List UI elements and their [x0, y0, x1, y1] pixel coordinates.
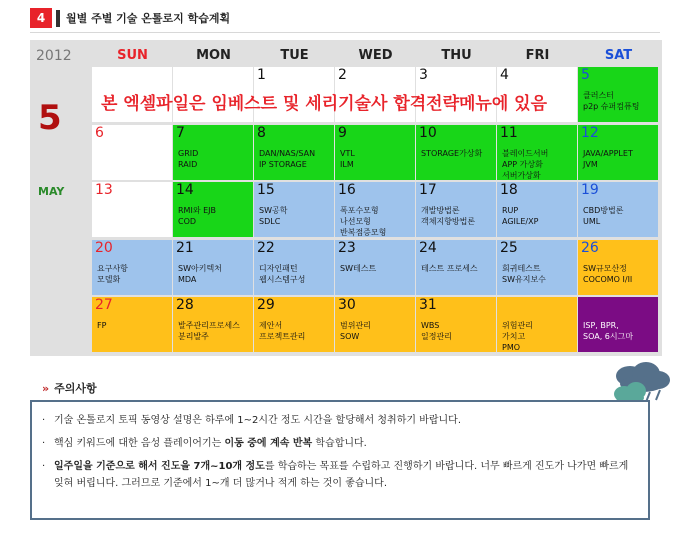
day-number: 23 [338, 239, 356, 256]
calendar-year: 2012 [36, 48, 72, 64]
topic-text: 제안서 프로젝트관리 [259, 321, 306, 341]
day-number: 30 [338, 297, 356, 313]
topic-text: WBS 일정관리 [421, 321, 452, 341]
calendar-day-cell [497, 182, 577, 237]
topic-text: SW규모산정 COCOMO I/II [583, 263, 633, 284]
day-number: 1 [257, 67, 266, 83]
topic-text: CBD방법론 UML [583, 206, 624, 226]
day-number: 28 [176, 297, 194, 313]
day-number: 9 [338, 124, 347, 141]
topic-text: 폭포수모형 나선모형 반복점증모형 [340, 206, 387, 237]
topic-text: DAN/NAS/SAN IP STORAGE [259, 148, 316, 169]
topic-text: 위험관리 가치고 PMO [502, 321, 533, 352]
calendar-day-cell [254, 240, 334, 295]
day-number: 27 [95, 297, 113, 313]
topic-text: 회귀테스트 SW유지보수 [502, 263, 546, 284]
day-number: 17 [419, 182, 437, 198]
topic-text: 발주관리프로세스 분리발주 [178, 321, 240, 341]
calendar-day-cell [173, 125, 253, 180]
calendar-day-cell [92, 297, 172, 352]
day-number: 3 [419, 67, 428, 83]
day-number: 25 [500, 239, 518, 256]
notice-box [30, 400, 650, 520]
topic-text: 개발방법론 객체지향방법론 [421, 206, 476, 226]
section-number-badge: 4 [30, 8, 52, 28]
topic-text: 디자인패턴 웹시스템구성 [259, 263, 306, 284]
calendar-day-cell [497, 297, 577, 352]
calendar-day-cell [335, 297, 415, 352]
promo-banner: 본 엑셀파일은 임베스트 및 세리기술사 합격전략메뉴에 있음 [100, 94, 548, 114]
day-number: 11 [500, 124, 518, 141]
calendar [30, 40, 662, 356]
day-header-wed: WED [358, 48, 393, 63]
topic-text: SW공학 SDLC [259, 206, 288, 226]
topic-text: RUP AGILE/XP [502, 206, 539, 226]
day-number: 12 [581, 124, 599, 141]
notice-item: · 핵심 키워드에 대한 음성 플레이어기는 이동 중에 계속 반복 학습합니다. [54, 435, 634, 452]
day-number: 20 [95, 239, 113, 256]
day-header-sun: SUN [117, 48, 148, 63]
calendar-day-cell [173, 182, 253, 237]
day-number: 13 [95, 182, 113, 198]
calendar-day-cell [335, 125, 415, 180]
calendar-day-cell [497, 125, 577, 180]
calendar-day-cell [578, 240, 658, 295]
calendar-day-cell [416, 240, 496, 295]
notice-item: · 일주일을 기준으로 해서 진도을 7개~10개 정도를 학습하는 목표를 수립하고 진행하기 바랍니다. 너무 빠르게 진도가 나가면 빠르게 잊혀 버립니다. 그러므로 기준에서 1~개 더 많거나 적게 하는 것이 좋습니다. [54, 458, 634, 492]
topic-text: 요구사항 모델화 [97, 263, 128, 284]
calendar-day-cell [416, 182, 496, 237]
calendar-month-number: 5 [38, 98, 62, 138]
topic-text: GRID RAID [178, 148, 199, 169]
topic-text: SW테스트 [340, 263, 377, 273]
day-number: 21 [176, 239, 194, 256]
calendar-day-cell [578, 125, 658, 180]
topic-text: RMI와 EJB COD [178, 206, 216, 226]
day-header-thu: THU [441, 48, 472, 63]
double-chevron-icon: » [42, 382, 50, 395]
day-number: 4 [500, 67, 509, 83]
day-number: 5 [581, 67, 590, 83]
header-accent-bar [56, 10, 60, 27]
calendar-day-cell [416, 297, 496, 352]
section-title: 월별 주별 기술 온톨로지 학습계획 [66, 12, 231, 25]
day-header-tue: TUE [280, 48, 309, 63]
calendar-day-cell [92, 240, 172, 295]
topic-text: SW아키텍처 MDA [178, 263, 222, 284]
day-number: 8 [257, 124, 266, 141]
calendar-day-cell [335, 240, 415, 295]
notice-heading [42, 380, 97, 396]
day-number: 26 [581, 239, 599, 256]
day-number: 7 [176, 124, 185, 141]
calendar-day-cell [173, 240, 253, 295]
day-number: 19 [581, 182, 599, 198]
day-header-fri: FRI [525, 48, 550, 63]
calendar-day-cell [92, 182, 172, 237]
section-header [30, 8, 660, 30]
day-number: 29 [257, 297, 275, 313]
topic-text: FP [97, 321, 107, 330]
calendar-day-cell [92, 125, 172, 180]
calendar-day-cell [335, 182, 415, 237]
topic-text: JAVA/APPLET JVM [583, 148, 633, 169]
day-number: 2 [338, 67, 347, 83]
day-header-mon: MON [196, 48, 231, 63]
day-number: 15 [257, 182, 275, 198]
calendar-month-name: MAY [38, 185, 65, 198]
topic-text: 블레이드서버 APP 가상화 서버가상화 [502, 148, 549, 180]
topic-text: 범위관리 SOW [340, 321, 371, 341]
calendar-day-cell [416, 125, 496, 180]
day-number: 14 [176, 182, 194, 198]
day-number: 31 [419, 297, 437, 313]
topic-text: ISP, BPR, SOA, 6시그마 [583, 321, 634, 341]
notice-heading-text: 주의사항 [54, 382, 97, 395]
calendar-day-cell [497, 240, 577, 295]
day-number: 16 [338, 182, 356, 198]
day-number: 18 [500, 182, 518, 198]
calendar-day-cell [578, 297, 658, 352]
day-number: 6 [95, 124, 104, 141]
day-number: 24 [419, 239, 437, 256]
topic-text: 테스트 프로세스 [421, 263, 478, 273]
calendar-day-cell [578, 182, 658, 237]
day-number: 22 [257, 239, 275, 256]
calendar-day-cell [173, 297, 253, 352]
notice-item: · 기술 온톨로지 토픽 동영상 설명은 하루에 1~2시간 정도 시간을 할당해서 청취하기 바랍니다. [54, 412, 634, 429]
header-divider [30, 32, 660, 33]
calendar-day-cell [254, 297, 334, 352]
calendar-day-cell [254, 182, 334, 237]
topic-text: STORAGE가상화 [421, 148, 483, 158]
topic-text: VTL ILM [340, 148, 355, 169]
calendar-day-cell [254, 125, 334, 180]
day-header-sat: SAT [604, 48, 633, 63]
day-number: 10 [419, 124, 437, 141]
topic-text: 클러스터 p2p 슈퍼컴퓨팅 [583, 91, 640, 111]
